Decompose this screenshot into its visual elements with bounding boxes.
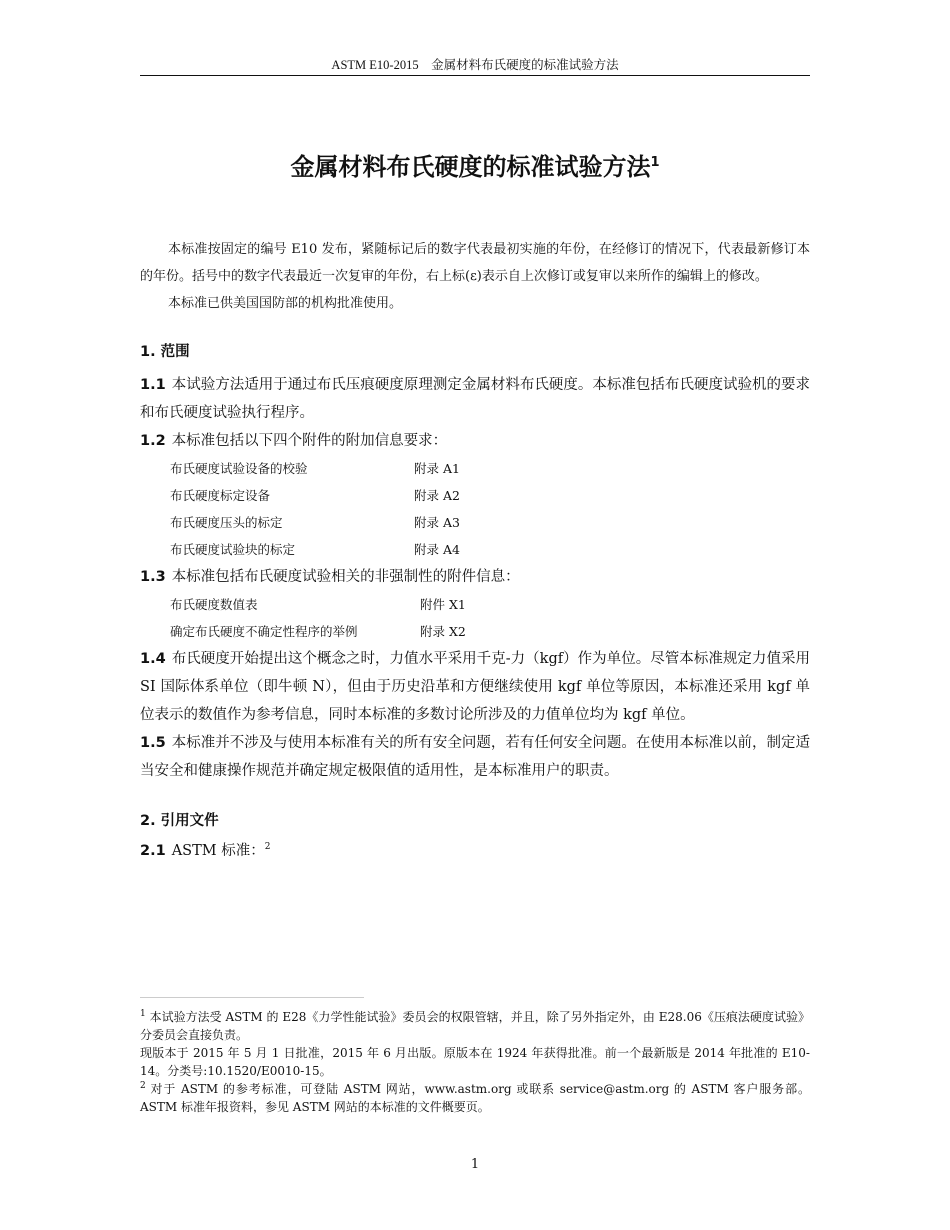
clause-number: 1.1 xyxy=(140,377,166,393)
clause-text: 本标准并不涉及与使用本标准有关的所有安全问题，若有任何安全问题。在使用本标准以前，制定适当安全和健康操作规范并确定规定极限值的适用性，是本标准用户的职责。 xyxy=(140,735,810,779)
clause-1-2 xyxy=(140,427,810,455)
clause-number: 1.5 xyxy=(140,735,166,751)
preface xyxy=(140,236,810,317)
preface-paragraph: 本标准已供美国国防部的机构批准使用。 xyxy=(168,296,403,311)
footnote-mark: 1 xyxy=(140,1009,146,1019)
annex-ref: 附录 A3 xyxy=(414,515,460,530)
annex-name: 布氏硬度试验块的标定 xyxy=(170,542,296,557)
appendix-name: 确定布氏硬度不确定性程序的举例 xyxy=(170,624,358,639)
footnote-1 xyxy=(140,1008,810,1044)
clause-text: ASTM 标准： xyxy=(171,843,265,859)
annex-name: 布氏硬度试验设备的校验 xyxy=(170,461,308,476)
footnote-1-cont: 现版本于 2015 年 5 月 1 日批准，2015 年 6 月出版。原版本在 1924 年获得批准。前一个最新版是 2014 年批准的 E10-14。分类号:10.1520/E0010-15。 xyxy=(140,1046,810,1078)
footnote-rule xyxy=(140,997,364,998)
header-rule xyxy=(140,75,810,76)
appendix-row xyxy=(140,618,810,645)
annex-ref: 附录 A4 xyxy=(414,542,460,557)
footnote-text: 本试验方法受 ASTM 的 E28《力学性能试验》委员会的权限管辖，并且，除了另外指定外，由 E28.06《压痕法硬度试验》分委员会直接负责。 xyxy=(140,1010,810,1042)
annex-ref: 附录 A1 xyxy=(414,461,460,476)
annex-list xyxy=(140,455,810,563)
clause-1-4 xyxy=(140,645,810,729)
running-header: ASTM E10-2015 金属材料布氏硬度的标准试验方法 xyxy=(331,58,619,72)
appendix-list xyxy=(140,591,810,645)
annex-row xyxy=(140,482,810,509)
clause-1-1 xyxy=(140,371,810,427)
clause-text: 布氏硬度开始提出这个概念之时，力值水平采用千克-力（kgf）作为单位。尽管本标准规定力值采用 SI 国际体系单位（即牛顿 N），但由于历史沿革和方便继续使用 kgf 单位等原因，本标准还采用 kgf 单位表示的数值作为参考信息，同时本标准的多数讨论所涉及的力值单位均为 kgf 单位。 xyxy=(140,651,810,723)
document-body xyxy=(140,236,810,865)
appendix-ref: 附件 X1 xyxy=(420,597,466,612)
section-heading-scope: 1. 范围 xyxy=(140,344,190,360)
page-number: 1 xyxy=(470,1157,480,1172)
clause-number: 1.4 xyxy=(140,651,166,667)
clause-text: 本标准包括以下四个附件的附加信息要求： xyxy=(171,433,448,449)
footnote-2 xyxy=(140,1080,810,1116)
annex-name: 布氏硬度压头的标定 xyxy=(170,515,283,530)
appendix-name: 布氏硬度数值表 xyxy=(170,597,258,612)
annex-row xyxy=(140,509,810,536)
document-title xyxy=(140,150,810,184)
clause-number: 1.3 xyxy=(140,569,166,585)
annex-row xyxy=(140,536,810,563)
annex-name: 布氏硬度标定设备 xyxy=(170,488,271,503)
clause-2-1 xyxy=(140,837,810,865)
annex-ref: 附录 A2 xyxy=(414,488,460,503)
preface-paragraph: 本标准按固定的编号 E10 发布，紧随标记后的数字代表最初实施的年份，在经修订的情况下，代表最新修订本的年份。括号中的数字代表最近一次复审的年份，右上标(ε)表示自上次修订或复审以来所作的编辑上的修改。 xyxy=(140,242,810,284)
footnote-mark: 2 xyxy=(140,1081,146,1091)
clause-text: 本标准包括布氏硬度试验相关的非强制性的附件信息： xyxy=(171,569,520,585)
title-footnote-mark: 1 xyxy=(650,155,660,170)
appendix-row xyxy=(140,591,810,618)
footnote-mark: 2 xyxy=(264,842,271,853)
clause-1-5 xyxy=(140,729,810,785)
appendix-ref: 附录 X2 xyxy=(420,624,466,639)
section-heading-references: 2. 引用文件 xyxy=(140,813,219,829)
clause-number: 1.2 xyxy=(140,433,166,449)
clause-number: 2.1 xyxy=(140,843,166,859)
title-text: 金属材料布氏硬度的标准试验方法 xyxy=(290,153,651,181)
footnotes xyxy=(140,1008,810,1116)
clause-1-3 xyxy=(140,563,810,591)
annex-row xyxy=(140,455,810,482)
footnote-text: 对于 ASTM 的参考标准，可登陆 ASTM 网站，www.astm.org 或联系 service@astm.org 的 ASTM 客户服务部。ASTM 标准年报资料，参见 ASTM 网站的本标准的文件概要页。 xyxy=(140,1082,810,1114)
clause-text: 本试验方法适用于通过布氏压痕硬度原理测定金属材料布氏硬度。本标准包括布氏硬度试验机的要求和布氏硬度试验执行程序。 xyxy=(140,377,810,421)
